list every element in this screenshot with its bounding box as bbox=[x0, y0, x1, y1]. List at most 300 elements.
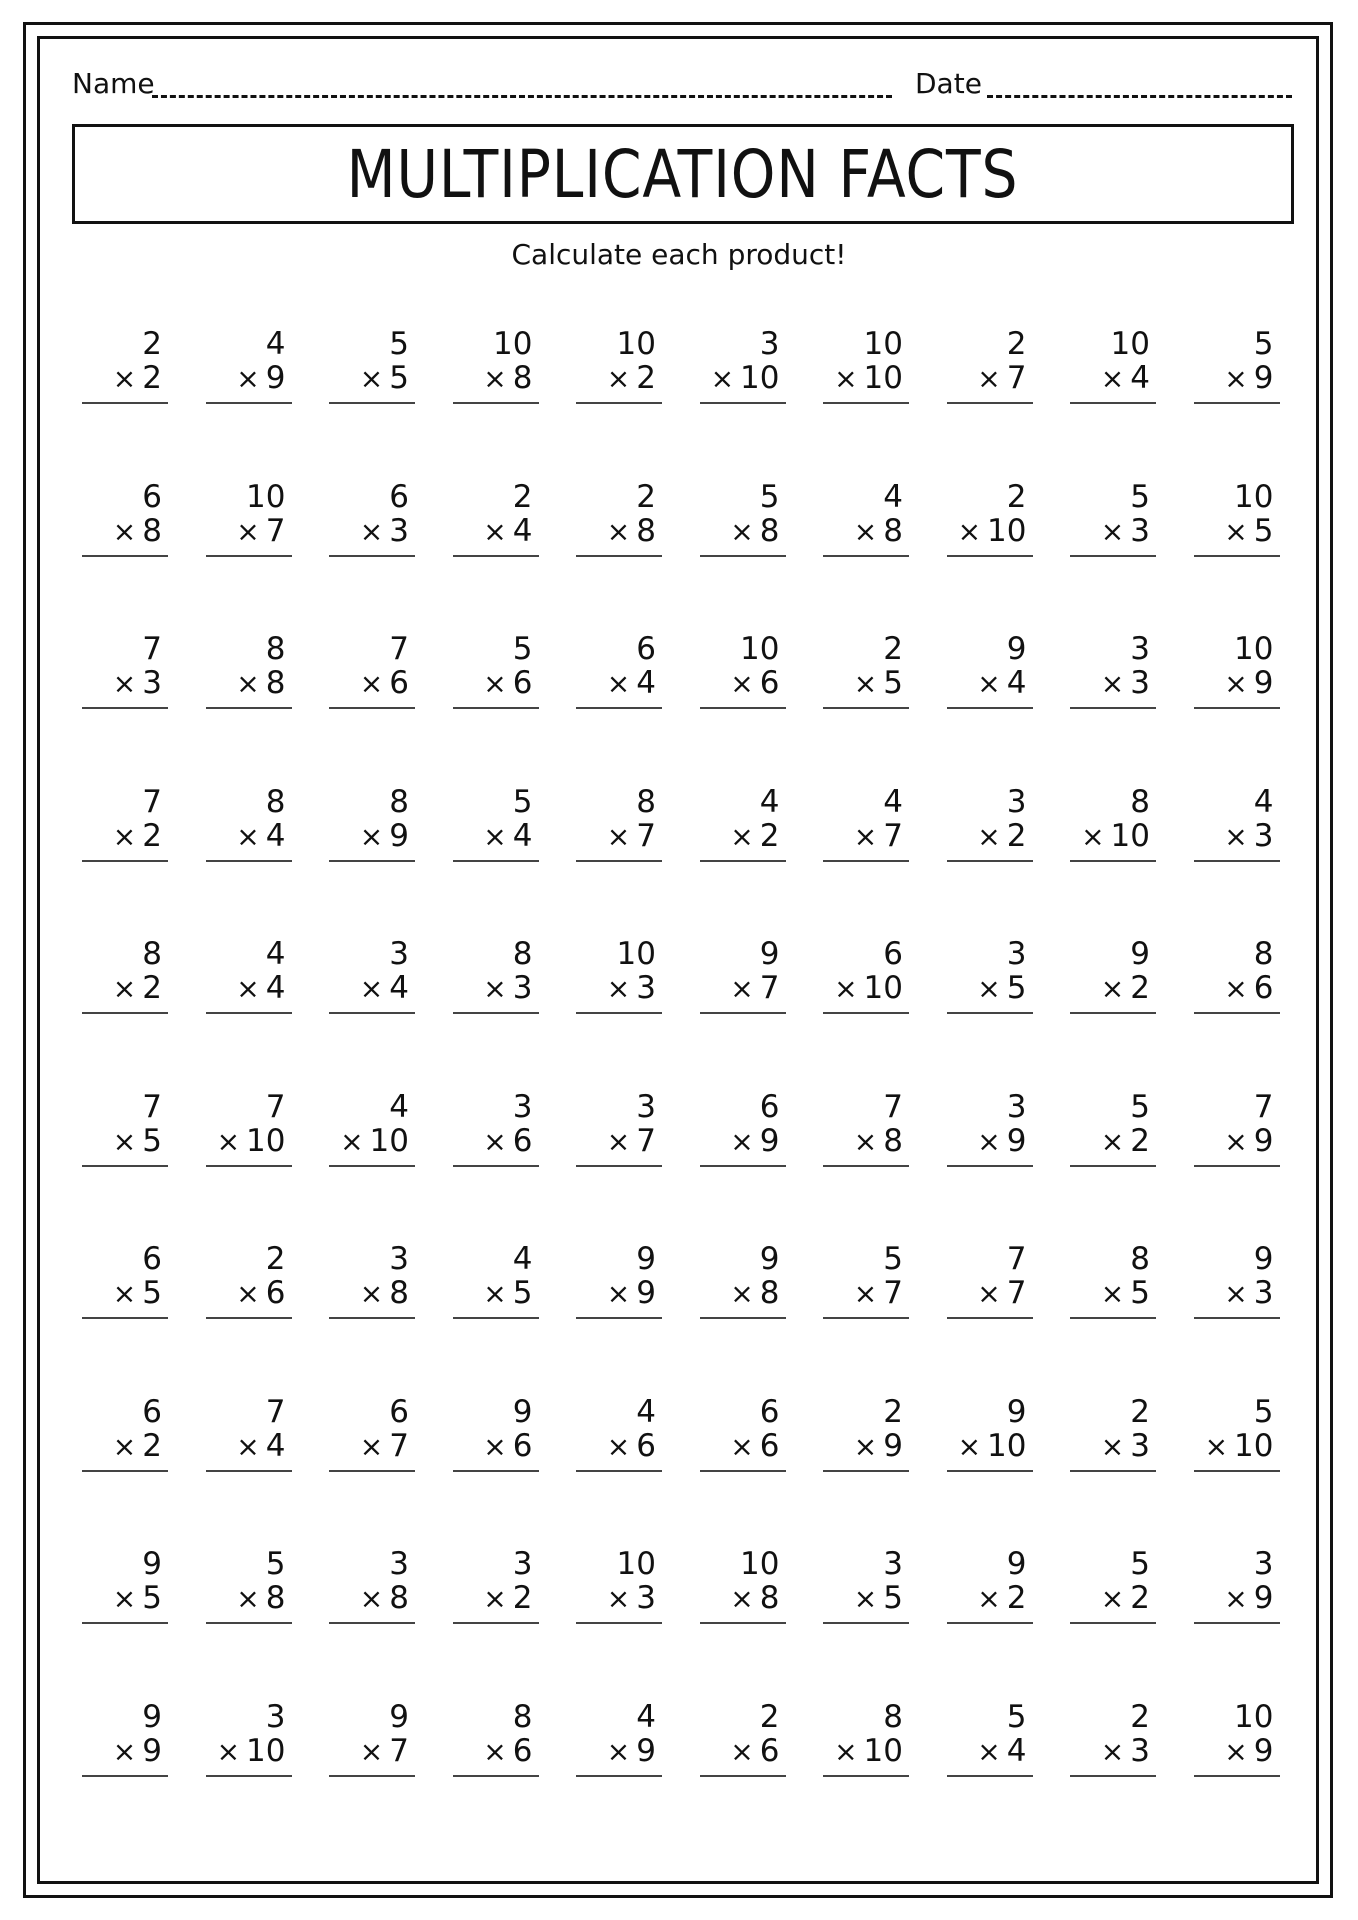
times-sign: × bbox=[112, 1277, 137, 1310]
multiplier-row bbox=[607, 1275, 656, 1312]
multiplication-problem bbox=[1070, 784, 1156, 864]
times-sign: × bbox=[977, 1582, 1001, 1615]
multiplier-row bbox=[113, 1123, 162, 1160]
multiplier: 3 bbox=[1253, 817, 1274, 854]
answer-line[interactable] bbox=[329, 1470, 415, 1472]
answer-line[interactable] bbox=[947, 1622, 1033, 1624]
multiplier-row bbox=[360, 1275, 409, 1312]
multiplier: 5 bbox=[142, 1275, 162, 1311]
answer-line[interactable] bbox=[82, 1622, 168, 1624]
multiplier-row bbox=[360, 360, 409, 397]
answer-line[interactable] bbox=[1070, 707, 1156, 709]
answer-line[interactable] bbox=[1194, 1165, 1280, 1167]
answer-line[interactable] bbox=[576, 1775, 662, 1777]
multiplier: 5 bbox=[883, 1580, 903, 1616]
multiplier-row bbox=[1101, 665, 1150, 702]
answer-line[interactable] bbox=[1070, 860, 1156, 862]
times-sign: × bbox=[1100, 1124, 1125, 1158]
multiplicand: 2 bbox=[759, 1698, 780, 1735]
multiplication-problem bbox=[1070, 1546, 1156, 1626]
multiplier-row bbox=[834, 970, 903, 1007]
times-sign: × bbox=[112, 514, 137, 548]
multiplier-row bbox=[113, 1733, 162, 1770]
multiplication-problem bbox=[453, 1699, 539, 1779]
multiplier-row bbox=[977, 1580, 1026, 1617]
answer-line[interactable] bbox=[947, 1470, 1033, 1472]
multiplicand: 5 bbox=[389, 326, 409, 362]
multiplier-row bbox=[1101, 1733, 1150, 1770]
times-sign: × bbox=[957, 514, 982, 548]
multiplier-row bbox=[113, 818, 162, 855]
answer-line[interactable] bbox=[576, 1470, 662, 1472]
answer-line[interactable] bbox=[576, 860, 662, 862]
multiplication-problem bbox=[329, 479, 415, 559]
answer-line[interactable] bbox=[947, 1165, 1033, 1167]
multiplicand: 10 bbox=[863, 326, 903, 362]
multiplication-problem bbox=[576, 784, 662, 864]
multiplicand: 9 bbox=[759, 936, 780, 972]
multiplication-problem bbox=[823, 784, 909, 864]
answer-line[interactable] bbox=[329, 555, 415, 557]
answer-line[interactable] bbox=[823, 1622, 909, 1624]
answer-line[interactable] bbox=[700, 860, 786, 862]
multiplication-problem bbox=[82, 936, 168, 1016]
multiplier-row bbox=[113, 1580, 162, 1617]
answer-line[interactable] bbox=[82, 555, 168, 557]
multiplicand: 2 bbox=[883, 631, 903, 667]
answer-line[interactable] bbox=[823, 1012, 909, 1014]
multiplicand: 5 bbox=[1253, 326, 1274, 362]
multiplier-row bbox=[113, 1275, 162, 1312]
multiplication-problem bbox=[453, 479, 539, 559]
answer-line[interactable] bbox=[576, 1622, 662, 1624]
multiplication-problem bbox=[1194, 784, 1280, 864]
multiplier-row bbox=[1081, 818, 1150, 855]
answer-line[interactable] bbox=[82, 1470, 168, 1472]
answer-line[interactable] bbox=[329, 1012, 415, 1014]
multiplication-problem bbox=[329, 784, 415, 864]
multiplication-problem bbox=[576, 936, 662, 1016]
answer-line[interactable] bbox=[700, 1470, 786, 1472]
multiplication-problem bbox=[329, 1089, 415, 1169]
answer-line[interactable] bbox=[206, 1622, 292, 1624]
multiplier: 3 bbox=[1130, 512, 1150, 549]
answer-line[interactable] bbox=[823, 1470, 909, 1472]
answer-line[interactable] bbox=[1194, 1317, 1280, 1319]
multiplication-problem bbox=[82, 1394, 168, 1474]
times-sign: × bbox=[730, 1124, 754, 1158]
times-sign: × bbox=[236, 819, 260, 853]
answer-line[interactable] bbox=[453, 1317, 539, 1319]
multiplier: 10 bbox=[246, 1732, 286, 1769]
answer-line[interactable] bbox=[82, 707, 168, 709]
multiplier: 10 bbox=[246, 1122, 286, 1159]
multiplier-row bbox=[360, 1733, 409, 1770]
answer-line[interactable] bbox=[1070, 1317, 1156, 1319]
multiplier: 9 bbox=[142, 1732, 162, 1769]
multiplication-problem bbox=[947, 936, 1033, 1016]
multiplier-row bbox=[360, 513, 409, 550]
multiplier: 9 bbox=[1253, 1122, 1274, 1159]
multiplier-row bbox=[360, 970, 409, 1007]
multiplication-problem bbox=[82, 479, 168, 559]
multiplication-problem bbox=[576, 326, 662, 406]
multiplication-problem bbox=[823, 1699, 909, 1779]
multiplier-row bbox=[730, 1123, 779, 1160]
multiplier-row bbox=[854, 1275, 903, 1312]
multiplicand: 4 bbox=[636, 1698, 656, 1735]
multiplication-problem bbox=[206, 1699, 292, 1779]
multiplier: 5 bbox=[1253, 512, 1274, 549]
answer-line[interactable] bbox=[206, 1317, 292, 1319]
multiplier: 9 bbox=[389, 817, 409, 854]
answer-line[interactable] bbox=[453, 1622, 539, 1624]
multiplier-row bbox=[607, 1123, 656, 1160]
multiplier: 4 bbox=[265, 970, 286, 1006]
answer-line[interactable] bbox=[453, 1165, 539, 1167]
multiplication-problem bbox=[1070, 1699, 1156, 1779]
answer-line[interactable] bbox=[1194, 860, 1280, 862]
times-sign: × bbox=[112, 1734, 137, 1768]
answer-line[interactable] bbox=[947, 1012, 1033, 1014]
answer-line[interactable] bbox=[700, 1622, 786, 1624]
multiplier-row bbox=[854, 1428, 903, 1465]
multiplication-problem bbox=[206, 936, 292, 1016]
multiplier: 4 bbox=[1130, 360, 1150, 396]
multiplication-problem bbox=[1070, 326, 1156, 406]
multiplicand: 8 bbox=[1253, 936, 1274, 972]
times-sign: × bbox=[977, 1124, 1001, 1158]
answer-line[interactable] bbox=[329, 1165, 415, 1167]
answer-line[interactable] bbox=[453, 1012, 539, 1014]
answer-line[interactable] bbox=[206, 1470, 292, 1472]
multiplier: 6 bbox=[512, 1427, 533, 1464]
multiplier: 3 bbox=[636, 970, 656, 1006]
name-field-line[interactable] bbox=[152, 95, 892, 98]
answer-line[interactable] bbox=[947, 402, 1033, 404]
multiplicand: 9 bbox=[1130, 936, 1150, 972]
multiplication-problem bbox=[823, 1089, 909, 1169]
times-sign: × bbox=[236, 514, 260, 548]
answer-line[interactable] bbox=[206, 1012, 292, 1014]
multiplier: 3 bbox=[636, 1580, 656, 1616]
multiplicand: 3 bbox=[1253, 1546, 1274, 1582]
multiplier-row bbox=[360, 665, 409, 702]
answer-line[interactable] bbox=[453, 555, 539, 557]
times-sign: × bbox=[606, 362, 631, 395]
answer-line[interactable] bbox=[576, 1317, 662, 1319]
times-sign: × bbox=[1224, 1124, 1248, 1158]
multiplier-row bbox=[483, 360, 532, 397]
multiplication-problem bbox=[700, 1546, 786, 1626]
multiplier: 8 bbox=[636, 512, 656, 549]
multiplier: 8 bbox=[883, 512, 903, 549]
multiplier-row bbox=[1224, 665, 1273, 702]
answer-line[interactable] bbox=[1194, 707, 1280, 709]
multiplier: 6 bbox=[512, 665, 533, 701]
multiplication-problem bbox=[947, 1089, 1033, 1169]
multiplication-problem bbox=[206, 326, 292, 406]
multiplication-problem bbox=[453, 631, 539, 711]
answer-line[interactable] bbox=[329, 402, 415, 404]
answer-line[interactable] bbox=[82, 860, 168, 862]
answer-line[interactable] bbox=[453, 1470, 539, 1472]
times-sign: × bbox=[977, 1734, 1001, 1768]
date-field-line[interactable] bbox=[987, 95, 1292, 98]
multiplier-row bbox=[977, 1275, 1026, 1312]
answer-line[interactable] bbox=[329, 1775, 415, 1777]
answer-line[interactable] bbox=[1070, 1775, 1156, 1777]
multiplicand: 3 bbox=[636, 1088, 656, 1125]
multiplier: 9 bbox=[759, 1122, 780, 1159]
multiplication-problem bbox=[576, 1394, 662, 1474]
answer-line[interactable] bbox=[947, 1775, 1033, 1777]
multiplier-row bbox=[483, 1580, 532, 1617]
answer-line[interactable] bbox=[576, 555, 662, 557]
multiplier: 5 bbox=[142, 1580, 162, 1616]
multiplier-row bbox=[1101, 1275, 1150, 1312]
multiplier: 2 bbox=[142, 1427, 162, 1464]
multiplicand: 3 bbox=[1006, 1088, 1027, 1125]
multiplicand: 3 bbox=[1006, 936, 1027, 972]
multiplication-problem bbox=[823, 326, 909, 406]
multiplier-row bbox=[483, 818, 532, 855]
multiplier-row bbox=[977, 970, 1026, 1007]
multiplicand: 4 bbox=[265, 326, 286, 362]
multiplier: 10 bbox=[1110, 817, 1150, 854]
times-sign: × bbox=[359, 972, 384, 1005]
answer-line[interactable] bbox=[453, 860, 539, 862]
multiplier: 5 bbox=[512, 1275, 533, 1311]
answer-line[interactable] bbox=[1194, 1470, 1280, 1472]
answer-line[interactable] bbox=[823, 707, 909, 709]
multiplier: 3 bbox=[1130, 1427, 1150, 1464]
answer-line[interactable] bbox=[1070, 555, 1156, 557]
multiplier: 10 bbox=[987, 512, 1027, 549]
answer-line[interactable] bbox=[206, 860, 292, 862]
multiplier-row bbox=[607, 1428, 656, 1465]
answer-line[interactable] bbox=[453, 402, 539, 404]
answer-line[interactable] bbox=[1194, 1622, 1280, 1624]
times-sign: × bbox=[606, 667, 631, 700]
answer-line[interactable] bbox=[1194, 402, 1280, 404]
answer-line[interactable] bbox=[700, 402, 786, 404]
times-sign: × bbox=[730, 819, 754, 853]
answer-line[interactable] bbox=[82, 402, 168, 404]
answer-line[interactable] bbox=[82, 1012, 168, 1014]
times-sign: × bbox=[834, 1734, 858, 1768]
multiplication-problem bbox=[947, 1699, 1033, 1779]
answer-line[interactable] bbox=[1070, 1012, 1156, 1014]
multiplicand: 10 bbox=[616, 936, 656, 972]
answer-line[interactable] bbox=[206, 1775, 292, 1777]
answer-line[interactable] bbox=[700, 707, 786, 709]
multiplier-row bbox=[483, 665, 532, 702]
times-sign: × bbox=[1224, 667, 1248, 700]
answer-line[interactable] bbox=[1194, 1012, 1280, 1014]
answer-line[interactable] bbox=[947, 860, 1033, 862]
multiplication-problem bbox=[700, 479, 786, 559]
times-sign: × bbox=[236, 1429, 260, 1463]
answer-line[interactable] bbox=[206, 1165, 292, 1167]
multiplicand: 7 bbox=[1006, 1241, 1027, 1277]
answer-line[interactable] bbox=[700, 1165, 786, 1167]
answer-line[interactable] bbox=[329, 707, 415, 709]
multiplicand: 10 bbox=[493, 326, 533, 362]
answer-line[interactable] bbox=[329, 1622, 415, 1624]
multiplication-problem bbox=[947, 784, 1033, 864]
times-sign: × bbox=[977, 819, 1001, 853]
instructions-text: Calculate each product! bbox=[511, 238, 847, 271]
answer-line[interactable] bbox=[823, 555, 909, 557]
multiplicand: 7 bbox=[883, 1088, 903, 1125]
times-sign: × bbox=[1224, 362, 1248, 395]
times-sign: × bbox=[730, 514, 754, 548]
multiplicand: 6 bbox=[142, 478, 162, 515]
multiplication-problem bbox=[329, 1241, 415, 1321]
multiplier-row bbox=[360, 1580, 409, 1617]
multiplier: 10 bbox=[987, 1427, 1027, 1464]
multiplicand: 5 bbox=[1253, 1393, 1274, 1430]
multiplication-problem bbox=[329, 1546, 415, 1626]
answer-line[interactable] bbox=[206, 555, 292, 557]
multiplication-problem bbox=[206, 1546, 292, 1626]
multiplicand: 4 bbox=[636, 1393, 656, 1430]
multiplicand: 9 bbox=[1006, 1546, 1027, 1582]
answer-line[interactable] bbox=[1194, 1775, 1280, 1777]
multiplication-problem bbox=[329, 936, 415, 1016]
multiplication-problem bbox=[206, 1089, 292, 1169]
answer-line[interactable] bbox=[453, 1775, 539, 1777]
answer-line[interactable] bbox=[947, 707, 1033, 709]
answer-line[interactable] bbox=[947, 555, 1033, 557]
multiplier: 2 bbox=[512, 1580, 533, 1616]
multiplicand: 5 bbox=[1130, 1088, 1150, 1125]
answer-line[interactable] bbox=[823, 1317, 909, 1319]
multiplicand: 10 bbox=[740, 1546, 780, 1582]
answer-line[interactable] bbox=[700, 1775, 786, 1777]
multiplier: 6 bbox=[265, 1275, 286, 1311]
multiplier-row bbox=[1224, 1733, 1273, 1770]
answer-line[interactable] bbox=[576, 707, 662, 709]
multiplier-row bbox=[483, 1123, 532, 1160]
multiplicand: 10 bbox=[616, 326, 656, 362]
multiplier-row bbox=[1224, 360, 1273, 397]
times-sign: × bbox=[1100, 1734, 1125, 1768]
multiplier: 3 bbox=[142, 665, 162, 701]
multiplier: 3 bbox=[1253, 1275, 1274, 1311]
times-sign: × bbox=[606, 819, 631, 853]
answer-line[interactable] bbox=[1070, 1622, 1156, 1624]
multiplier-row bbox=[834, 360, 903, 397]
answer-line[interactable] bbox=[700, 1317, 786, 1319]
multiplication-problem bbox=[1070, 936, 1156, 1016]
times-sign: × bbox=[359, 1734, 384, 1768]
multiplier: 10 bbox=[1234, 1427, 1274, 1464]
answer-line[interactable] bbox=[700, 555, 786, 557]
multiplicand: 5 bbox=[883, 1241, 903, 1277]
multiplication-problem bbox=[206, 1394, 292, 1474]
multiplier: 7 bbox=[759, 970, 780, 1006]
answer-line[interactable] bbox=[823, 860, 909, 862]
answer-line[interactable] bbox=[823, 1165, 909, 1167]
answer-line[interactable] bbox=[576, 1012, 662, 1014]
answer-line[interactable] bbox=[1070, 1470, 1156, 1472]
answer-line[interactable] bbox=[576, 402, 662, 404]
multiplier: 10 bbox=[740, 360, 780, 396]
multiplicand: 10 bbox=[616, 1546, 656, 1582]
multiplicand: 10 bbox=[246, 478, 286, 515]
multiplicand: 8 bbox=[512, 1698, 533, 1735]
multiplier: 2 bbox=[1130, 970, 1150, 1006]
multiplier-row bbox=[1101, 1428, 1150, 1465]
answer-line[interactable] bbox=[947, 1317, 1033, 1319]
multiplier: 4 bbox=[636, 665, 656, 701]
multiplier: 2 bbox=[142, 817, 162, 854]
times-sign: × bbox=[606, 1582, 631, 1615]
multiplier: 4 bbox=[265, 817, 286, 854]
multiplier: 3 bbox=[512, 970, 533, 1006]
multiplier-row bbox=[854, 1580, 903, 1617]
multiplier: 2 bbox=[142, 970, 162, 1006]
multiplier: 4 bbox=[389, 970, 409, 1006]
multiplier: 7 bbox=[389, 1427, 409, 1464]
answer-line[interactable] bbox=[206, 707, 292, 709]
multiplicand: 2 bbox=[1006, 326, 1027, 362]
answer-line[interactable] bbox=[823, 1775, 909, 1777]
answer-line[interactable] bbox=[823, 402, 909, 404]
answer-line[interactable] bbox=[576, 1165, 662, 1167]
answer-line[interactable] bbox=[453, 707, 539, 709]
multiplier-row bbox=[113, 513, 162, 550]
times-sign: × bbox=[606, 972, 631, 1005]
multiplication-problem bbox=[1194, 936, 1280, 1016]
multiplier: 10 bbox=[863, 970, 903, 1006]
multiplication-problem bbox=[1194, 1241, 1280, 1321]
times-sign: × bbox=[359, 362, 384, 395]
multiplier-row bbox=[607, 970, 656, 1007]
multiplication-problem bbox=[823, 1241, 909, 1321]
multiplier-row bbox=[854, 1123, 903, 1160]
multiplicand: 3 bbox=[512, 1546, 533, 1582]
multiplicand: 9 bbox=[1006, 631, 1027, 667]
multiplicand: 2 bbox=[883, 1393, 903, 1430]
multiplicand: 6 bbox=[142, 1393, 162, 1430]
times-sign: × bbox=[1224, 819, 1248, 853]
times-sign: × bbox=[853, 1582, 878, 1615]
answer-line[interactable] bbox=[82, 1165, 168, 1167]
answer-line[interactable] bbox=[700, 1012, 786, 1014]
multiplier: 6 bbox=[759, 665, 780, 701]
multiplier-row bbox=[1205, 1428, 1274, 1465]
multiplier: 7 bbox=[1006, 1275, 1027, 1311]
answer-line[interactable] bbox=[82, 1775, 168, 1777]
answer-line[interactable] bbox=[329, 860, 415, 862]
answer-line[interactable] bbox=[1070, 402, 1156, 404]
answer-line[interactable] bbox=[1194, 555, 1280, 557]
answer-line[interactable] bbox=[82, 1317, 168, 1319]
answer-line[interactable] bbox=[329, 1317, 415, 1319]
answer-line[interactable] bbox=[1070, 1165, 1156, 1167]
multiplier: 5 bbox=[883, 665, 903, 701]
multiplicand: 7 bbox=[1253, 1088, 1274, 1125]
multiplicand: 6 bbox=[636, 631, 656, 667]
multiplicand: 3 bbox=[389, 1546, 409, 1582]
times-sign: × bbox=[1100, 1429, 1125, 1463]
multiplicand: 5 bbox=[1130, 478, 1150, 515]
multiplier: 9 bbox=[1006, 1122, 1027, 1159]
answer-line[interactable] bbox=[206, 402, 292, 404]
